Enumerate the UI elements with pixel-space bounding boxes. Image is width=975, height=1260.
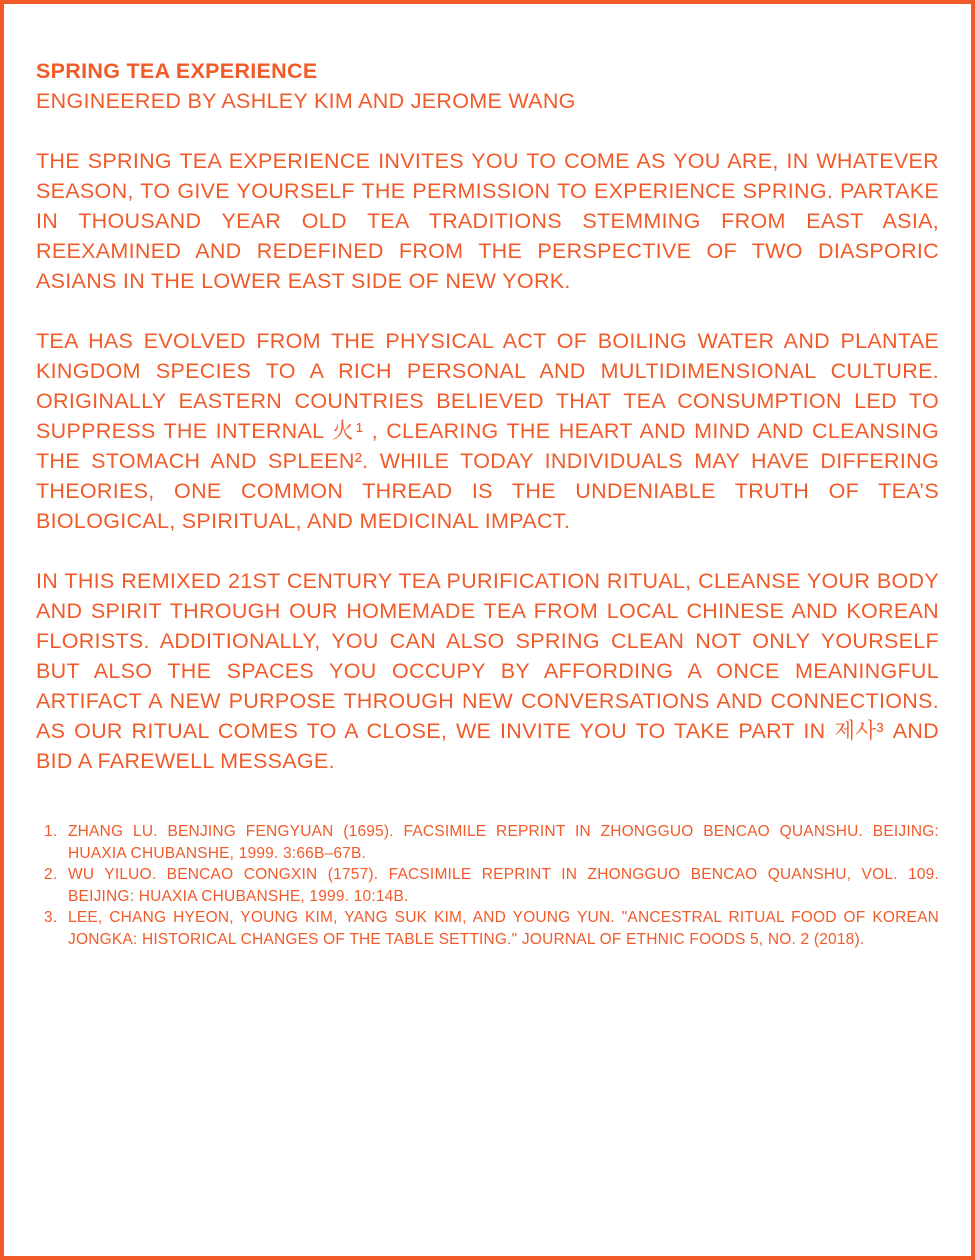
footnotes-list [36, 821, 939, 950]
page-title: SPRING TEA EXPERIENCE [36, 59, 318, 83]
footnote-number: 2. [44, 866, 58, 883]
footnote-item-2 [44, 864, 939, 907]
footnote-text: WU YILUO. BENCAO CONGXIN (1757). FACSIMILE REPRINT IN ZHONGGUO BENCAO QUANSHU, VOL. 109. BEIJING: HUAXIA CHUBANSHE, 1999. 10:14B. [68, 866, 939, 905]
footnote-item-1 [44, 821, 939, 864]
footnote-text: LEE, CHANG HYEON, YOUNG KIM, YANG SUK KIM, AND YOUNG YUN. "ANCESTRAL RITUAL FOOD OF KOREAN JONGKA: HISTORICAL CHANGES OF THE TABLE SETTING." JOURNAL OF ETHNIC FOODS 5, NO. 2 (2018). [68, 909, 939, 948]
footnote-number: 1. [44, 823, 58, 840]
paragraph-ritual: IN THIS REMIXED 21ST CENTURY TEA PURIFICATION RITUAL, CLEANSE YOUR BODY AND SPIRIT THROUGH OUR HOMEMADE TEA FROM LOCAL CHINESE AND KOREAN FLORISTS. ADDITIONALLY, YOU CAN ALSO SPRING CLEAN NOT ONLY YOURSELF BUT ALSO THE SPACES YOU OCCUPY BY AFFORDING A ONCE MEANINGFUL ARTIFACT A NEW PURPOSE THROUGH NEW CONVERSATIONS AND CONNECTIONS. AS OUR RITUAL COMES TO A CLOSE, WE INVITE YOU TO TAKE PART IN 제사³ AND BID A FAREWELL MESSAGE. [36, 569, 939, 773]
footnote-text: ZHANG LU. BENJING FENGYUAN (1695). FACSIMILE REPRINT IN ZHONGGUO BENCAO QUANSHU. BEIJING: HUAXIA CHUBANSHE, 1999. 3:66B–67B. [68, 823, 939, 862]
footnote-number: 3. [44, 909, 58, 926]
paragraph-intro: THE SPRING TEA EXPERIENCE INVITES YOU TO COME AS YOU ARE, IN WHATEVER SEASON, TO GIVE YOURSELF THE PERMISSION TO EXPERIENCE SPRING. PARTAKE IN THOUSAND YEAR OLD TEA TRADITIONS STEMMING FROM EAST ASIA, REEXAMINED AND REDEFINED FROM THE PERSPECTIVE OF TWO DIASPORIC ASIANS IN THE LOWER EAST SIDE OF NEW YORK. [36, 149, 939, 293]
footnote-item-3 [44, 907, 939, 950]
paragraph-tea-history: TEA HAS EVOLVED FROM THE PHYSICAL ACT OF BOILING WATER AND PLANTAE KINGDOM SPECIES TO A RICH PERSONAL AND MULTIDIMENSIONAL CULTURE. ORIGINALLY EASTERN COUNTRIES BELIEVED THAT TEA CONSUMPTION LED TO SUPPRESS THE INTERNAL 火¹ , CLEARING THE HEART AND MIND AND CLEANSING THE STOMACH AND SPLEEN². WHILE TODAY INDIVIDUALS MAY HAVE DIFFERING THEORIES, ONE COMMON THREAD IS THE UNDENIABLE TRUTH OF TEA’S BIOLOGICAL, SPIRITUAL, AND MEDICINAL IMPACT. [36, 329, 939, 533]
page-subtitle: ENGINEERED BY ASHLEY KIM AND JEROME WANG [36, 89, 576, 113]
